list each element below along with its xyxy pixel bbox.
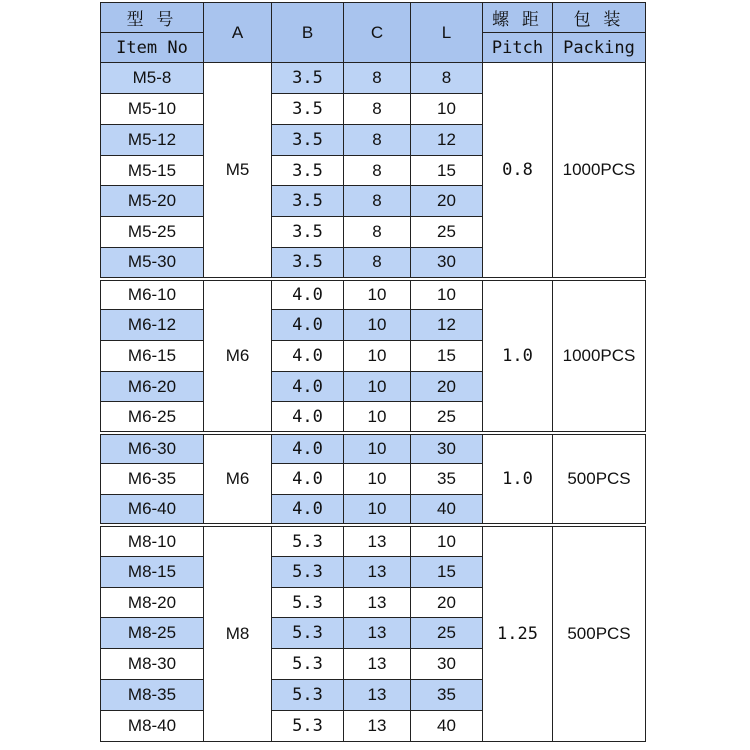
b-value-cell: 3.5: [272, 93, 344, 124]
item-no-cell: M8-15: [101, 556, 204, 587]
c-value-cell: 8: [344, 93, 411, 124]
pitch-cell: 0.8: [483, 63, 553, 279]
c-value-cell: 8: [344, 124, 411, 155]
pitch-cell: 1.25: [483, 525, 553, 741]
c-value-cell: 8: [344, 155, 411, 186]
b-value-cell: 5.3: [272, 587, 344, 618]
c-value-cell: 10: [344, 433, 411, 464]
b-value-cell: 5.3: [272, 556, 344, 587]
b-value-cell: 3.5: [272, 248, 344, 279]
b-value-cell: 4.0: [272, 433, 344, 464]
l-value-cell: 10: [411, 525, 483, 556]
packing-header-en: Packing: [553, 33, 646, 63]
b-value-cell: 5.3: [272, 525, 344, 556]
table-row: [101, 63, 646, 94]
c-value-cell: 13: [344, 711, 411, 742]
l-value-cell: 40: [411, 711, 483, 742]
item-no-cell: M6-35: [101, 464, 204, 495]
l-value-cell: 30: [411, 433, 483, 464]
item-no-cell: M8-30: [101, 649, 204, 680]
item-no-cell: M6-40: [101, 495, 204, 526]
pitch-cell: 1.0: [483, 279, 553, 433]
item-no-cell: M6-12: [101, 309, 204, 340]
item-no-cell: M5-8: [101, 63, 204, 94]
l-value-cell: 15: [411, 556, 483, 587]
c-value-cell: 10: [344, 371, 411, 402]
c-value-cell: 10: [344, 402, 411, 433]
c-value-cell: 8: [344, 63, 411, 94]
packing-cell: 500PCS: [553, 433, 646, 526]
item-no-cell: M6-10: [101, 279, 204, 310]
item-no-cell: M8-35: [101, 680, 204, 711]
b-value-cell: 4.0: [272, 371, 344, 402]
c-value-cell: 13: [344, 525, 411, 556]
packing-cell: 1000PCS: [553, 63, 646, 279]
pitch-header-cn: 螺 距: [483, 3, 553, 33]
pitch-cell: 1.0: [483, 433, 553, 526]
l-value-cell: 10: [411, 279, 483, 310]
item-no-cell: M5-25: [101, 217, 204, 248]
b-value-cell: 3.5: [272, 186, 344, 217]
table-row: [101, 279, 646, 310]
l-value-cell: 12: [411, 124, 483, 155]
thread-size-cell: M5: [204, 63, 272, 279]
item-no-cell: M8-20: [101, 587, 204, 618]
spec-table-body: [101, 63, 646, 742]
b-value-cell: 4.0: [272, 464, 344, 495]
l-value-cell: 12: [411, 309, 483, 340]
b-value-cell: 3.5: [272, 63, 344, 94]
item-no-cell: M5-30: [101, 248, 204, 279]
b-value-cell: 5.3: [272, 618, 344, 649]
c-value-cell: 8: [344, 217, 411, 248]
b-value-cell: 4.0: [272, 402, 344, 433]
table-row: [101, 525, 646, 556]
b-value-cell: 5.3: [272, 680, 344, 711]
item-no-header-cn: 型 号: [101, 3, 204, 33]
item-no-cell: M6-25: [101, 402, 204, 433]
pitch-header-en: Pitch: [483, 33, 553, 63]
packing-cell: 500PCS: [553, 525, 646, 741]
item-no-cell: M6-30: [101, 433, 204, 464]
b-value-cell: 4.0: [272, 495, 344, 526]
b-value-cell: 4.0: [272, 279, 344, 310]
column-a-header: A: [204, 3, 272, 63]
item-no-header-en: Item No: [101, 33, 204, 63]
c-value-cell: 13: [344, 649, 411, 680]
thread-size-cell: M6: [204, 433, 272, 526]
c-value-cell: 10: [344, 464, 411, 495]
thread-size-cell: M6: [204, 279, 272, 433]
c-value-cell: 13: [344, 618, 411, 649]
b-value-cell: 3.5: [272, 124, 344, 155]
item-no-cell: M6-15: [101, 340, 204, 371]
packing-cell: 1000PCS: [553, 279, 646, 433]
c-value-cell: 10: [344, 495, 411, 526]
l-value-cell: 30: [411, 649, 483, 680]
table-row: [101, 433, 646, 464]
column-b-header: B: [272, 3, 344, 63]
c-value-cell: 13: [344, 556, 411, 587]
b-value-cell: 3.5: [272, 155, 344, 186]
column-c-header: C: [344, 3, 411, 63]
l-value-cell: 25: [411, 402, 483, 433]
c-value-cell: 8: [344, 186, 411, 217]
c-value-cell: 8: [344, 248, 411, 279]
l-value-cell: 35: [411, 680, 483, 711]
l-value-cell: 30: [411, 248, 483, 279]
b-value-cell: 4.0: [272, 340, 344, 371]
l-value-cell: 8: [411, 63, 483, 94]
item-no-cell: M8-25: [101, 618, 204, 649]
l-value-cell: 20: [411, 371, 483, 402]
b-value-cell: 5.3: [272, 649, 344, 680]
c-value-cell: 13: [344, 587, 411, 618]
item-no-cell: M5-12: [101, 124, 204, 155]
l-value-cell: 35: [411, 464, 483, 495]
l-value-cell: 10: [411, 93, 483, 124]
c-value-cell: 10: [344, 279, 411, 310]
l-value-cell: 20: [411, 186, 483, 217]
column-l-header: L: [411, 3, 483, 63]
item-no-cell: M6-20: [101, 371, 204, 402]
b-value-cell: 3.5: [272, 217, 344, 248]
b-value-cell: 5.3: [272, 711, 344, 742]
c-value-cell: 10: [344, 340, 411, 371]
c-value-cell: 10: [344, 309, 411, 340]
item-no-cell: M8-40: [101, 711, 204, 742]
spec-table: [100, 2, 646, 742]
item-no-cell: M5-15: [101, 155, 204, 186]
item-no-cell: M5-10: [101, 93, 204, 124]
l-value-cell: 25: [411, 618, 483, 649]
c-value-cell: 13: [344, 680, 411, 711]
l-value-cell: 25: [411, 217, 483, 248]
l-value-cell: 20: [411, 587, 483, 618]
packing-header-cn: 包 装: [553, 3, 646, 33]
l-value-cell: 15: [411, 340, 483, 371]
item-no-cell: M5-20: [101, 186, 204, 217]
b-value-cell: 4.0: [272, 309, 344, 340]
thread-size-cell: M8: [204, 525, 272, 741]
l-value-cell: 40: [411, 495, 483, 526]
item-no-cell: M8-10: [101, 525, 204, 556]
l-value-cell: 15: [411, 155, 483, 186]
